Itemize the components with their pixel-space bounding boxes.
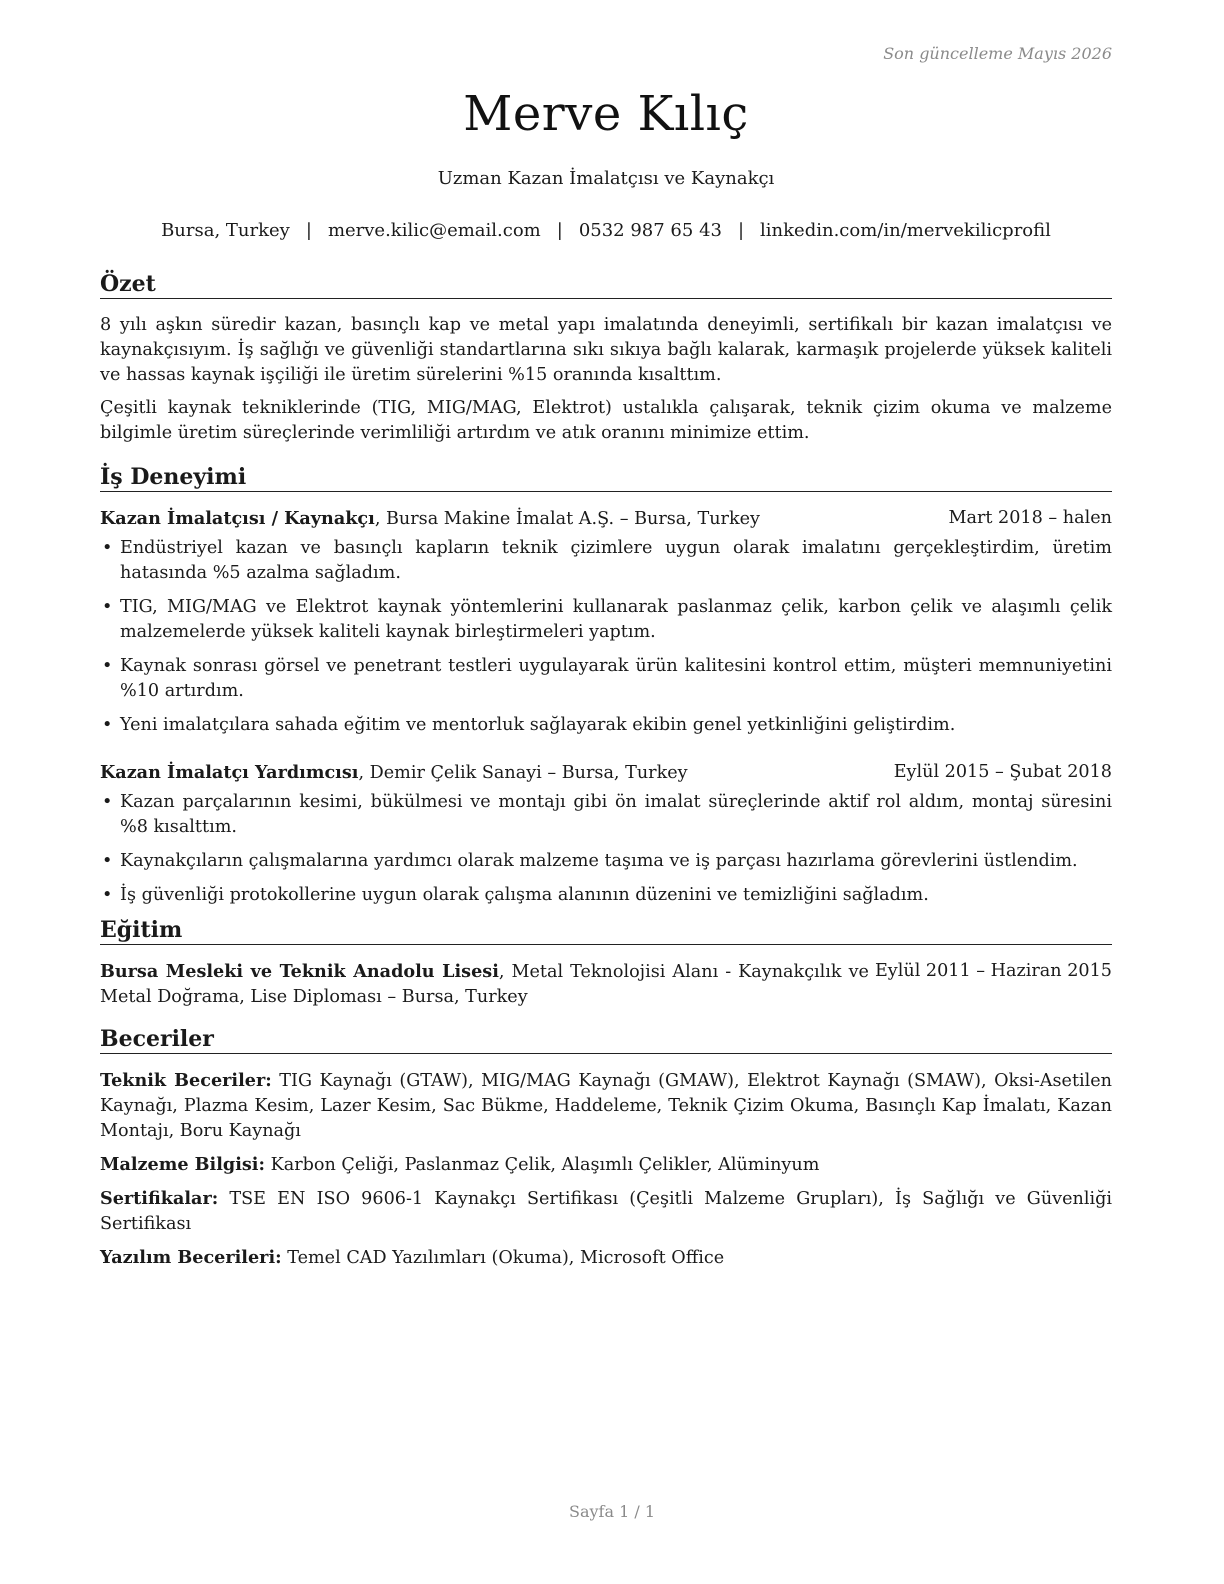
bullet-icon: • — [102, 597, 113, 617]
experience-section — [100, 464, 1112, 917]
bullet-icon: • — [102, 885, 113, 905]
bullet-icon: • — [102, 656, 113, 676]
bullet-text: İş güvenliği protokollerine uygun olarak çalışma alanının düzenini ve temizliğini sağladım. — [120, 885, 929, 905]
job-bullets — [100, 790, 1112, 908]
skill-value: TSE EN ISO 9606-1 Kaynakçı Sertifikası (Çeşitli Malzeme Grupları), İş Sağlığı ve Güvenliği Sertifikası — [100, 1189, 1113, 1234]
summary-paragraph: Çeşitli kaynak tekniklerinde (TIG, MIG/MAG, Elektrot) ustalıkla çalışarak, teknik çizim okuma ve malzeme bilgimle üretim süreçlerinde verimliliği artırdım ve atık oranını minimize ettim. — [100, 398, 1112, 443]
contact-separator: | — [556, 220, 563, 241]
candidate-name: Merve Kılıç — [463, 86, 749, 142]
bullet-icon: • — [102, 792, 113, 812]
job-dates: Mart 2018 – halen — [948, 508, 1112, 528]
education-section — [100, 917, 1112, 1010]
job-header — [100, 506, 1112, 532]
list-item — [100, 654, 1112, 704]
school-name: Bursa Mesleki ve Teknik Anadolu Lisesi — [100, 961, 499, 982]
job-header — [100, 760, 1112, 786]
bullet-icon: • — [102, 851, 113, 871]
job-entry — [100, 760, 1112, 908]
contact-linkedin[interactable]: linkedin.com/in/mervekilicprofil — [760, 220, 1051, 241]
skill-row — [100, 1186, 1112, 1237]
education-details: , Metal Teknolojisi Alanı - Kaynakçılık ve Metal Doğrama, Lise Diploması – Bursa, Turkey — [100, 962, 869, 1007]
skill-row — [100, 1152, 1112, 1178]
education-dates: Eylül 2011 – Haziran 2015 — [874, 961, 1112, 981]
education-entry — [100, 959, 1112, 1010]
skill-label: Teknik Beceriler: — [100, 1070, 272, 1091]
page-number: Sayfa 1 / 1 — [568, 1502, 655, 1521]
skill-value: TIG Kaynağı (GTAW), MIG/MAG Kaynağı (GMAW), Elektrot Kaynağı (SMAW), Oksi-Asetilen Kaynağı, Plazma Kesim, Lazer Kesim, Sac Bükme, Haddeleme, Teknik Çizim Okuma, Basınçlı Kap İmalatı, Kazan Montajı, Boru Kaynağı — [100, 1071, 1113, 1141]
contact-separator: | — [737, 220, 745, 241]
job-role: Kazan İmalatçı Yardımcısı — [100, 762, 359, 783]
job-company: , Demir Çelik Sanayi – Bursa, Turkey — [358, 763, 688, 783]
section-heading: Özet — [100, 271, 1112, 299]
bullet-icon: • — [102, 538, 113, 558]
section-heading: Eğitim — [100, 917, 1112, 945]
bullet-text: Kaynakçıların çalışmalarına yardımcı olarak malzeme taşıma ve iş parçası hazırlama görevlerini üstlendim. — [120, 851, 1078, 871]
bullet-text: Endüstriyel kazan ve basınçlı kapların teknik çizimlere uygun olarak imalatını gerçekleştirdim, üretim hatasında %5 azalma sağladım. — [120, 538, 1112, 583]
bullet-text: Kazan parçalarının kesimi, bükülmesi ve montajı gibi ön imalat süreçlerinde aktif rol aldım, montaj süresini %8 kısalttım. — [120, 792, 1112, 837]
contact-location: Bursa, Turkey — [161, 220, 290, 241]
job-role: Kazan İmalatçısı / Kaynakçı — [100, 508, 375, 529]
job-title: Uzman Kazan İmalatçısı ve Kaynakçı — [437, 168, 775, 189]
skill-value: Karbon Çeliği, Paslanmaz Çelik, Alaşımlı Çelikler, Alüminyum — [270, 1155, 820, 1175]
bullet-text: Kaynak sonrası görsel ve penetrant testleri uygulayarak ürün kalitesini kontrol ettim, müşteri memnuniyetini %10 artırdım. — [120, 656, 1112, 701]
contact-separator: | — [305, 220, 312, 241]
skill-value: Temel CAD Yazılımları (Okuma), Microsoft Office — [287, 1248, 725, 1268]
skill-row — [100, 1068, 1112, 1144]
summary-paragraph: 8 yılı aşkın süredir kazan, basınçlı kap ve metal yapı imalatında deneyimli, sertifikalı bir kazan imalatçısı ve kaynakçısıyım. İş sağlığı ve güvenliği standartlarına sıkı sıkıya bağlı kalarak, karmaşık projelerde yüksek kaliteli ve hassas kaynak işçiliği ile üretim sürelerini %15 oranında kısalttım. — [100, 315, 1112, 385]
list-item — [100, 713, 1112, 738]
skill-label: Sertifikalar: — [100, 1188, 219, 1209]
section-heading: İş Deneyimi — [100, 464, 1112, 492]
job-dates: Eylül 2015 – Şubat 2018 — [893, 762, 1112, 782]
summary-section — [100, 271, 1112, 454]
contact-line — [100, 220, 1112, 241]
bullet-icon: • — [102, 715, 113, 735]
skills-section — [100, 1026, 1112, 1279]
skill-row — [100, 1245, 1112, 1271]
job-role-line — [100, 760, 688, 786]
list-item — [100, 595, 1112, 645]
list-item — [100, 790, 1112, 840]
skill-label: Yazılım Becerileri: — [100, 1247, 282, 1268]
bullet-text: TIG, MIG/MAG ve Elektrot kaynak yöntemlerini kullanarak paslanmaz çelik, karbon çelik ve alaşımlı çelik malzemelerde yüksek kaliteli kaynak birleştirmeleri yaptım. — [120, 597, 1112, 642]
section-heading: Beceriler — [100, 1026, 1112, 1054]
job-company: , Bursa Makine İmalat A.Ş. – Bursa, Turkey — [374, 509, 760, 529]
job-role-line — [100, 506, 760, 532]
contact-email[interactable]: merve.kilic@email.com — [327, 220, 541, 241]
list-item — [100, 883, 1112, 908]
job-entry — [100, 506, 1112, 738]
list-item — [100, 536, 1112, 586]
contact-phone: 0532 987 65 43 — [578, 220, 722, 241]
last-updated: Son güncelleme Mayıs 2026 — [883, 44, 1112, 63]
bullet-text: Yeni imalatçılara sahada eğitim ve mentorluk sağlayarak ekibin genel yetkinliğini geliştirdim. — [120, 715, 956, 735]
job-bullets — [100, 536, 1112, 738]
list-item — [100, 849, 1112, 874]
skill-label: Malzeme Bilgisi: — [100, 1154, 265, 1175]
